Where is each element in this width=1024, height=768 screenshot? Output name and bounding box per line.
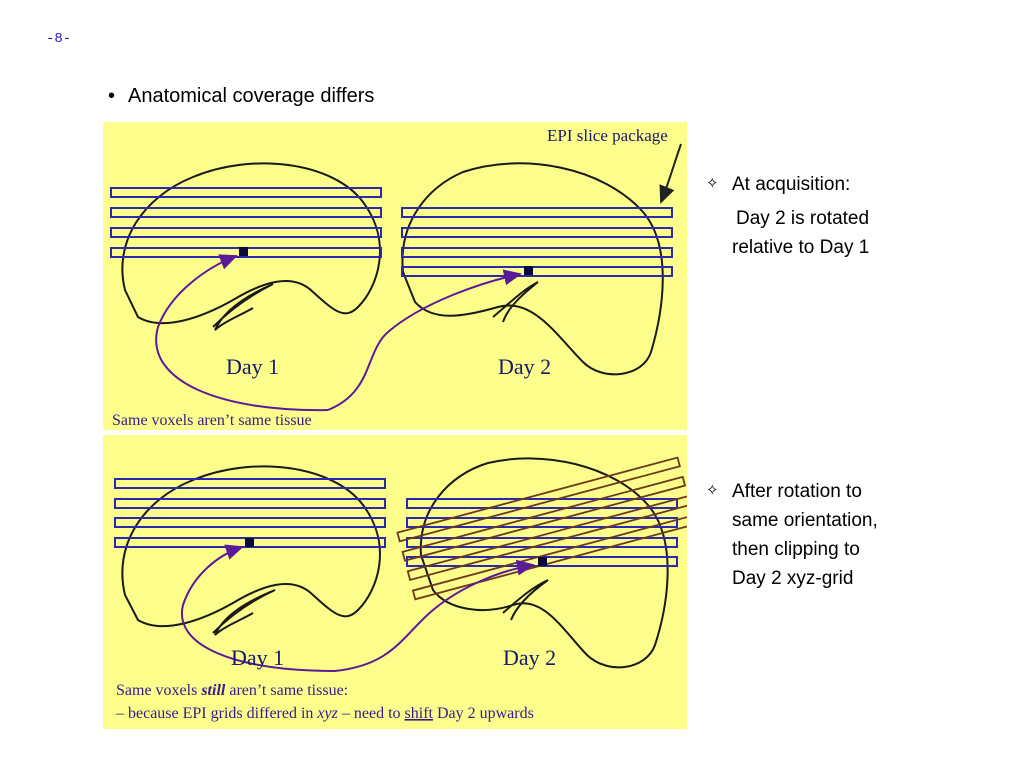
note-line: relative to Day 1 bbox=[732, 237, 870, 258]
epi-slices-day1 bbox=[115, 479, 385, 547]
day2-label: Day 2 bbox=[503, 645, 557, 670]
caption-text: Day 2 upwards bbox=[432, 705, 534, 722]
caption-text: – need to bbox=[337, 705, 405, 722]
note-acquisition bbox=[706, 169, 869, 262]
brainstem-day2 bbox=[493, 282, 538, 322]
arrow-to-voxel-day2 bbox=[328, 274, 520, 410]
star-icon: ✧ bbox=[706, 175, 719, 192]
epi-slices-day1 bbox=[111, 188, 381, 257]
caption-text: – because EPI grids differed in bbox=[116, 705, 318, 722]
note-rotation bbox=[706, 476, 878, 593]
note-title-text: At acquisition: bbox=[732, 174, 851, 195]
page-number: -8- bbox=[46, 31, 72, 47]
day2-label: Day 2 bbox=[498, 354, 552, 379]
voxel-day2 bbox=[524, 266, 533, 275]
caption-text: Same voxels bbox=[116, 682, 202, 699]
brainstem-day2 bbox=[503, 580, 548, 620]
bullet-dot: • bbox=[108, 85, 116, 107]
epi-slices-day2 bbox=[402, 208, 672, 276]
arrow-to-voxel-day1 bbox=[156, 256, 328, 410]
figure-caption-line2 bbox=[115, 705, 534, 722]
day1-label: Day 1 bbox=[226, 354, 280, 379]
bullet-text: Anatomical coverage differs bbox=[128, 85, 375, 107]
star-icon: ✧ bbox=[706, 482, 719, 499]
note-line: then clipping to bbox=[732, 539, 860, 560]
caption-italic: xyz bbox=[317, 705, 338, 722]
note-title-text: After rotation to bbox=[732, 481, 862, 502]
voxel-day1 bbox=[245, 538, 254, 547]
bullet-item bbox=[108, 85, 374, 108]
note-line: Day 2 is rotated bbox=[736, 208, 870, 229]
figure-caption: Same voxels aren’t same tissue bbox=[112, 412, 312, 429]
rotated-epi-slices bbox=[397, 458, 687, 600]
day1-label: Day 1 bbox=[231, 645, 285, 670]
voxel-day1 bbox=[239, 247, 248, 256]
caption-emphasis: still bbox=[201, 682, 226, 699]
epi-label-arrow bbox=[661, 144, 681, 202]
figure-top bbox=[103, 122, 687, 430]
note-rotation-title bbox=[706, 476, 878, 506]
note-line: Day 2 xyz-grid bbox=[732, 568, 854, 589]
caption-underline: shift bbox=[404, 705, 433, 722]
caption-text: aren’t same tissue: bbox=[225, 682, 349, 699]
voxel-day2 bbox=[538, 557, 547, 566]
figure-bottom bbox=[103, 435, 687, 729]
note-acquisition-title bbox=[706, 169, 869, 199]
note-line: same orientation, bbox=[732, 510, 878, 531]
figure-caption-line1 bbox=[116, 682, 348, 699]
epi-slice-package-label: EPI slice package bbox=[547, 126, 668, 145]
